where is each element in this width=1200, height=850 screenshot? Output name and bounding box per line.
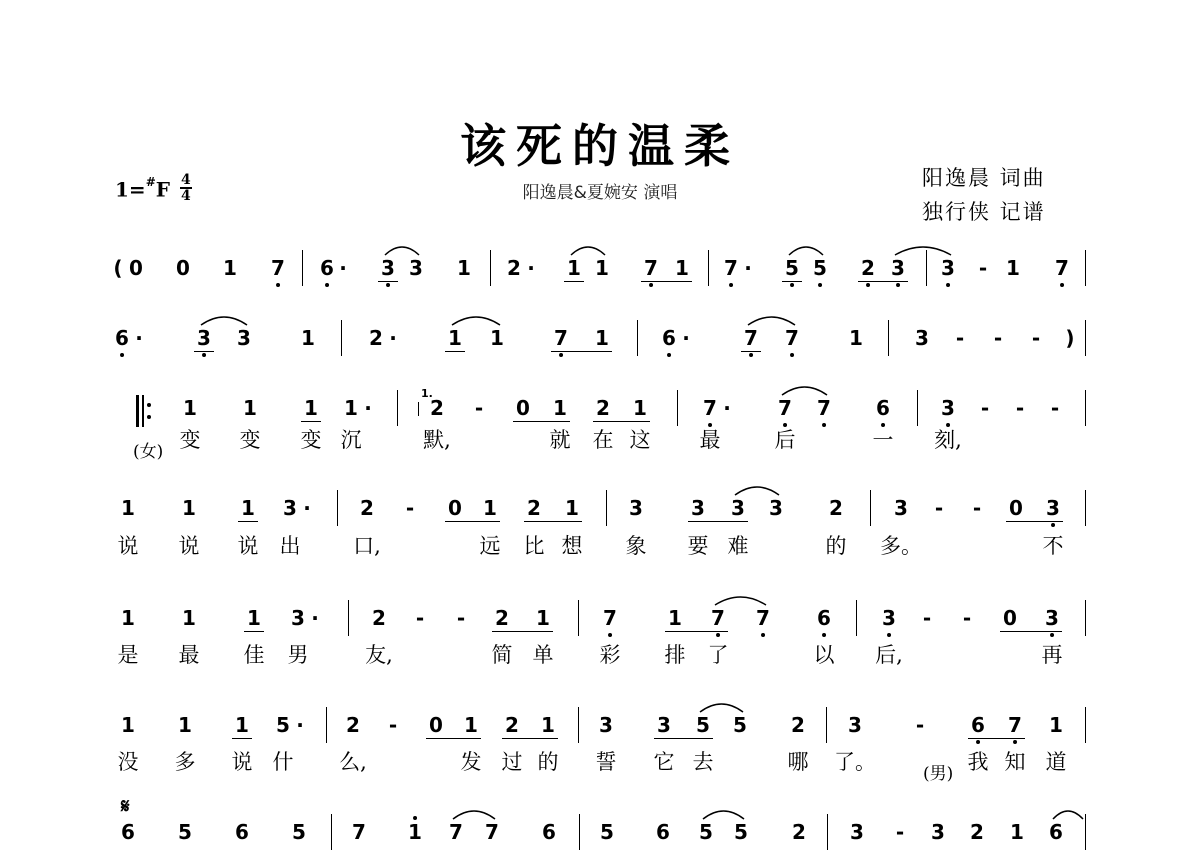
time-beat-unit: 4 bbox=[180, 188, 191, 204]
note-glyph: 1 bbox=[553, 396, 567, 420]
note-glyph: 7 bbox=[449, 820, 463, 844]
note-glyph: 7 bbox=[271, 256, 285, 280]
note-glyph: 1 bbox=[565, 496, 579, 520]
note-glyph: 3 bbox=[691, 496, 705, 520]
lyric-syllable: 变 bbox=[300, 428, 322, 452]
note-glyph: 1 bbox=[301, 326, 315, 350]
lyric-syllable: 说 bbox=[178, 534, 200, 558]
segno-sign: 𝄋 bbox=[121, 794, 130, 818]
note-glyph: 2 bbox=[791, 713, 805, 737]
note-glyph: 2 bbox=[527, 496, 541, 520]
note-glyph: 6 bbox=[1049, 820, 1063, 844]
lyric-syllable: 知 bbox=[1004, 750, 1026, 774]
note-glyph: 7 bbox=[603, 606, 617, 630]
note-glyph: 1 bbox=[1010, 820, 1024, 844]
lyric-syllable: 最 bbox=[178, 643, 200, 667]
note-glyph: - bbox=[978, 256, 988, 280]
tie-arc bbox=[699, 699, 744, 713]
tie-arc bbox=[734, 482, 780, 496]
tie-arc bbox=[451, 312, 501, 326]
tie-arc bbox=[781, 382, 828, 396]
lyric-syllable: 不 bbox=[1042, 534, 1064, 558]
lyric-syllable: 最 bbox=[699, 428, 721, 452]
note-glyph: 1 bbox=[223, 256, 237, 280]
note-glyph: 0 bbox=[1009, 496, 1023, 520]
lyric-syllable: 口, bbox=[353, 534, 381, 558]
note-glyph: 1 bbox=[457, 256, 471, 280]
note-glyph: 3 bbox=[882, 606, 896, 630]
barline bbox=[856, 600, 857, 636]
lyric-syllable: 在 bbox=[592, 428, 614, 452]
note-glyph: 6 bbox=[235, 820, 249, 844]
barline bbox=[341, 320, 342, 356]
note-glyph: 2 bbox=[970, 820, 984, 844]
note-glyph: 3 bbox=[237, 326, 251, 350]
barline bbox=[606, 490, 607, 526]
lyric-syllable: 要 bbox=[687, 534, 709, 558]
barline bbox=[1085, 490, 1086, 526]
lyric-syllable: 发 bbox=[460, 750, 482, 774]
note-glyph: 7 bbox=[785, 326, 799, 350]
note-glyph: 7 bbox=[778, 396, 792, 420]
note-glyph: 5 bbox=[276, 713, 290, 737]
note-glyph: · bbox=[682, 326, 690, 350]
barline bbox=[917, 390, 918, 426]
note-glyph: 1 bbox=[595, 326, 609, 350]
note-glyph: · bbox=[744, 256, 752, 280]
note-glyph: 1 bbox=[121, 606, 135, 630]
lyric-syllable: 再 bbox=[1041, 643, 1063, 667]
note-glyph: 1 bbox=[121, 713, 135, 737]
lyric-syllable: 就 bbox=[549, 428, 571, 452]
tie-arc bbox=[452, 806, 496, 820]
note-glyph: ) bbox=[1065, 326, 1075, 350]
note-glyph: 3 bbox=[769, 496, 783, 520]
note-glyph: 3 bbox=[1046, 496, 1060, 520]
note-glyph: 3 bbox=[409, 256, 423, 280]
note-glyph: 2 bbox=[829, 496, 843, 520]
lyric-syllable: 的 bbox=[825, 534, 847, 558]
note-glyph: 5 bbox=[696, 713, 710, 737]
note-glyph: - bbox=[1015, 396, 1025, 420]
lyric-syllable: 它 bbox=[653, 750, 675, 774]
note-glyph: 5 bbox=[813, 256, 827, 280]
note-glyph: 3 bbox=[850, 820, 864, 844]
male-voice-label: (男) bbox=[923, 764, 954, 784]
note-glyph: 7 bbox=[485, 820, 499, 844]
note-glyph: 6 bbox=[121, 820, 135, 844]
note-glyph: 2 bbox=[507, 256, 521, 280]
lyric-syllable: 一 bbox=[872, 428, 894, 452]
note-glyph: 2 bbox=[596, 396, 610, 420]
tie-arc bbox=[714, 592, 767, 606]
note-glyph: 5 bbox=[292, 820, 306, 844]
lyric-syllable: 说 bbox=[237, 534, 259, 558]
lyric-syllable: 单 bbox=[532, 643, 554, 667]
note-glyph: - bbox=[895, 820, 905, 844]
note-glyph: 5 bbox=[785, 256, 799, 280]
note-glyph: 7 bbox=[352, 820, 366, 844]
note-glyph: 7 bbox=[554, 326, 568, 350]
note-glyph: 1 bbox=[536, 606, 550, 630]
note-glyph: 3 bbox=[915, 326, 929, 350]
note-glyph: 1 bbox=[247, 606, 261, 630]
lyric-syllable: 彩 bbox=[599, 643, 621, 667]
note-glyph: 3 bbox=[941, 396, 955, 420]
note-glyph: 3 bbox=[657, 713, 671, 737]
tie-arc bbox=[384, 242, 420, 256]
note-glyph: - bbox=[922, 606, 932, 630]
duration-underline bbox=[641, 281, 692, 282]
note-glyph: 2 bbox=[360, 496, 374, 520]
note-glyph: · bbox=[527, 256, 535, 280]
note-glyph: 5 bbox=[178, 820, 192, 844]
note-glyph: 5 bbox=[733, 713, 747, 737]
barline bbox=[579, 814, 580, 850]
note-glyph: - bbox=[1050, 396, 1060, 420]
lyric-syllable: 多 bbox=[174, 750, 196, 774]
barline bbox=[826, 707, 827, 743]
tie-arc bbox=[894, 242, 952, 256]
note-glyph: - bbox=[980, 396, 990, 420]
note-glyph: 3 bbox=[629, 496, 643, 520]
lyric-syllable: 远 bbox=[479, 534, 501, 558]
note-glyph: 1 bbox=[178, 713, 192, 737]
barline bbox=[337, 490, 338, 526]
duration-underline bbox=[194, 351, 214, 352]
note-glyph: 1 bbox=[490, 326, 504, 350]
lyric-syllable: 没 bbox=[117, 750, 139, 774]
lyric-syllable: 想 bbox=[561, 534, 583, 558]
duration-underline bbox=[858, 281, 908, 282]
note-glyph: 2 bbox=[505, 713, 519, 737]
note-glyph: 0 bbox=[448, 496, 462, 520]
note-glyph: 3 bbox=[197, 326, 211, 350]
note-glyph: 2 bbox=[430, 396, 444, 420]
barline bbox=[348, 600, 349, 636]
note-glyph: 3 bbox=[1045, 606, 1059, 630]
duration-underline bbox=[502, 738, 558, 739]
note-glyph: · bbox=[296, 713, 304, 737]
note-glyph: 0 bbox=[429, 713, 443, 737]
barline bbox=[578, 600, 579, 636]
note-glyph: - bbox=[955, 326, 965, 350]
note-glyph: 1 bbox=[408, 820, 422, 844]
note-glyph: 0 bbox=[129, 256, 143, 280]
note-glyph: - bbox=[915, 713, 925, 737]
lyric-syllable: 去 bbox=[692, 750, 714, 774]
duration-underline bbox=[551, 351, 612, 352]
note-glyph: · bbox=[135, 326, 143, 350]
lyric-syllable: 说 bbox=[117, 534, 139, 558]
note-glyph: 1 bbox=[344, 396, 358, 420]
note-glyph: 0 bbox=[176, 256, 190, 280]
performer-credit: 阳逸晨&夏婉安 演唱 bbox=[522, 183, 678, 203]
note-glyph: 0 bbox=[516, 396, 530, 420]
note-glyph: 3 bbox=[894, 496, 908, 520]
key-note: F bbox=[155, 177, 170, 202]
note-glyph: 3 bbox=[848, 713, 862, 737]
duration-underline bbox=[244, 631, 264, 632]
duration-underline bbox=[426, 738, 481, 739]
lyric-syllable: 沉 bbox=[340, 428, 362, 452]
barline bbox=[708, 250, 709, 286]
note-glyph: · bbox=[364, 396, 372, 420]
note-glyph: 7 bbox=[1008, 713, 1022, 737]
note-glyph: 7 bbox=[644, 256, 658, 280]
note-glyph: 1 bbox=[633, 396, 647, 420]
note-glyph: 6 bbox=[817, 606, 831, 630]
song-title: 该死的温柔 bbox=[460, 119, 740, 173]
note-glyph: 1 bbox=[183, 396, 197, 420]
note-glyph: 1 bbox=[1049, 713, 1063, 737]
composer-credit: 阳逸晨 词曲 bbox=[922, 166, 1046, 190]
lyric-syllable: 刻, bbox=[934, 428, 962, 452]
barline bbox=[1085, 814, 1086, 850]
lyric-syllable: 什 bbox=[272, 750, 294, 774]
tie-arc bbox=[788, 242, 824, 256]
note-glyph: 1 bbox=[849, 326, 863, 350]
note-glyph: 2 bbox=[372, 606, 386, 630]
note-glyph: 6 bbox=[320, 256, 334, 280]
note-glyph: 1 bbox=[668, 606, 682, 630]
note-glyph: 7 bbox=[703, 396, 717, 420]
lyric-syllable: 多。 bbox=[880, 534, 922, 558]
barline bbox=[870, 490, 871, 526]
note-glyph: 3 bbox=[931, 820, 945, 844]
note-glyph: 1 bbox=[464, 713, 478, 737]
lyric-syllable: 排 bbox=[664, 643, 686, 667]
note-glyph: 1 bbox=[182, 496, 196, 520]
lyric-syllable: 男 bbox=[287, 643, 309, 667]
lyric-syllable: 变 bbox=[239, 428, 261, 452]
lyric-syllable: 以 bbox=[813, 643, 835, 667]
barline bbox=[397, 390, 398, 426]
note-glyph: - bbox=[993, 326, 1003, 350]
barline bbox=[1085, 707, 1086, 743]
note-glyph: 2 bbox=[495, 606, 509, 630]
lyric-syllable: 难 bbox=[727, 534, 749, 558]
lyric-syllable: 友, bbox=[365, 643, 393, 667]
duration-underline bbox=[301, 421, 321, 422]
duration-underline bbox=[238, 521, 258, 522]
note-glyph: · bbox=[339, 256, 347, 280]
time-beats: 4 bbox=[180, 172, 191, 188]
lyric-syllable: 了。 bbox=[834, 750, 876, 774]
female-voice-label: (女) bbox=[133, 442, 164, 462]
note-glyph: 1 bbox=[304, 396, 318, 420]
note-glyph: 6 bbox=[662, 326, 676, 350]
note-glyph: · bbox=[303, 496, 311, 520]
barline bbox=[1085, 600, 1086, 636]
tie-arc bbox=[200, 312, 248, 326]
lyric-syllable: 了 bbox=[707, 643, 729, 667]
lyric-syllable: 么, bbox=[339, 750, 367, 774]
sharp-sign: # bbox=[145, 174, 156, 189]
lyric-syllable: 佳 bbox=[243, 643, 265, 667]
duration-underline bbox=[232, 738, 252, 739]
lyric-syllable: 后, bbox=[875, 643, 903, 667]
barline bbox=[578, 707, 579, 743]
duration-underline bbox=[782, 281, 802, 282]
note-glyph: - bbox=[1031, 326, 1041, 350]
note-glyph: 7 bbox=[817, 396, 831, 420]
barline bbox=[1085, 390, 1086, 426]
note-glyph: 0 bbox=[1003, 606, 1017, 630]
lyric-syllable: 比 bbox=[523, 534, 545, 558]
tie-arc bbox=[1052, 806, 1084, 820]
duration-underline bbox=[968, 738, 1025, 739]
note-glyph: 1 bbox=[595, 256, 609, 280]
note-glyph: ( bbox=[113, 256, 123, 280]
duration-underline bbox=[1000, 631, 1062, 632]
lyric-syllable: 是 bbox=[117, 643, 139, 667]
barline bbox=[677, 390, 678, 426]
note-glyph: 7 bbox=[744, 326, 758, 350]
lyric-syllable: 默, bbox=[423, 428, 451, 452]
note-glyph: 7 bbox=[711, 606, 725, 630]
note-glyph: 3 bbox=[599, 713, 613, 737]
note-glyph: 6 bbox=[876, 396, 890, 420]
barline bbox=[1085, 250, 1086, 286]
lyric-syllable: 简 bbox=[491, 643, 513, 667]
note-glyph: 5 bbox=[600, 820, 614, 844]
note-glyph: 7 bbox=[724, 256, 738, 280]
note-glyph: - bbox=[474, 396, 484, 420]
note-glyph: 1 bbox=[541, 713, 555, 737]
lyric-syllable: 我 bbox=[967, 750, 989, 774]
note-glyph: 1 bbox=[241, 496, 255, 520]
transcriber-credit: 独行侠 记谱 bbox=[922, 200, 1046, 224]
duration-underline bbox=[513, 421, 570, 422]
duration-underline bbox=[654, 738, 713, 739]
note-glyph: 1 bbox=[243, 396, 257, 420]
note-glyph: - bbox=[972, 496, 982, 520]
note-glyph: 1 bbox=[235, 713, 249, 737]
duration-underline bbox=[1006, 521, 1063, 522]
duration-underline bbox=[378, 281, 398, 282]
note-glyph: 1 bbox=[675, 256, 689, 280]
key-prefix: 1= bbox=[115, 177, 146, 202]
duration-underline bbox=[492, 631, 553, 632]
barline bbox=[888, 320, 889, 356]
lyric-syllable: 的 bbox=[537, 750, 559, 774]
note-glyph: - bbox=[934, 496, 944, 520]
note-glyph: 6 bbox=[971, 713, 985, 737]
note-glyph: 3 bbox=[891, 256, 905, 280]
lyric-syllable: 变 bbox=[179, 428, 201, 452]
lyric-syllable: 过 bbox=[501, 750, 523, 774]
note-glyph: 3 bbox=[283, 496, 297, 520]
lyric-syllable: 后 bbox=[774, 428, 796, 452]
note-glyph: - bbox=[456, 606, 466, 630]
duration-underline bbox=[593, 421, 650, 422]
barline bbox=[490, 250, 491, 286]
note-glyph: 5 bbox=[699, 820, 713, 844]
duration-underline bbox=[445, 521, 500, 522]
lyric-syllable: 说 bbox=[231, 750, 253, 774]
barline bbox=[326, 707, 327, 743]
lyric-syllable: 出 bbox=[279, 534, 301, 558]
volta-number: 1. bbox=[421, 387, 433, 400]
duration-underline bbox=[688, 521, 748, 522]
note-glyph: · bbox=[389, 326, 397, 350]
lyric-syllable: 哪 bbox=[787, 750, 809, 774]
note-glyph: 6 bbox=[542, 820, 556, 844]
duration-underline bbox=[524, 521, 582, 522]
lyric-syllable: 这 bbox=[629, 428, 651, 452]
note-glyph: · bbox=[311, 606, 319, 630]
lyric-syllable: 道 bbox=[1045, 750, 1067, 774]
barline bbox=[331, 814, 332, 850]
barline bbox=[637, 320, 638, 356]
barline bbox=[1085, 320, 1086, 356]
note-glyph: - bbox=[388, 713, 398, 737]
tie-arc bbox=[702, 806, 745, 820]
note-glyph: 1 bbox=[182, 606, 196, 630]
note-glyph: 3 bbox=[941, 256, 955, 280]
barline bbox=[302, 250, 303, 286]
tie-arc bbox=[747, 312, 796, 326]
note-glyph: 3 bbox=[731, 496, 745, 520]
note-glyph: 3 bbox=[381, 256, 395, 280]
note-glyph: 2 bbox=[369, 326, 383, 350]
tie-arc bbox=[570, 242, 606, 256]
lyric-syllable: 誓 bbox=[595, 750, 617, 774]
note-glyph: 2 bbox=[792, 820, 806, 844]
note-glyph: 5 bbox=[734, 820, 748, 844]
barline bbox=[827, 814, 828, 850]
note-glyph: 1 bbox=[483, 496, 497, 520]
duration-underline bbox=[665, 631, 728, 632]
note-glyph: 2 bbox=[861, 256, 875, 280]
note-glyph: 7 bbox=[1055, 256, 1069, 280]
note-glyph: - bbox=[405, 496, 415, 520]
note-glyph: 1 bbox=[448, 326, 462, 350]
note-glyph: - bbox=[962, 606, 972, 630]
note-glyph: · bbox=[723, 396, 731, 420]
note-glyph: 3 bbox=[291, 606, 305, 630]
duration-underline bbox=[741, 351, 761, 352]
note-glyph: 2 bbox=[346, 713, 360, 737]
duration-underline bbox=[564, 281, 584, 282]
note-glyph: - bbox=[415, 606, 425, 630]
duration-underline bbox=[445, 351, 465, 352]
note-glyph: 7 bbox=[756, 606, 770, 630]
note-glyph: 1 bbox=[121, 496, 135, 520]
note-glyph: 6 bbox=[115, 326, 129, 350]
note-glyph: 6 bbox=[656, 820, 670, 844]
note-glyph: 1 bbox=[567, 256, 581, 280]
note-glyph: 1 bbox=[1006, 256, 1020, 280]
lyric-syllable: 象 bbox=[625, 534, 647, 558]
